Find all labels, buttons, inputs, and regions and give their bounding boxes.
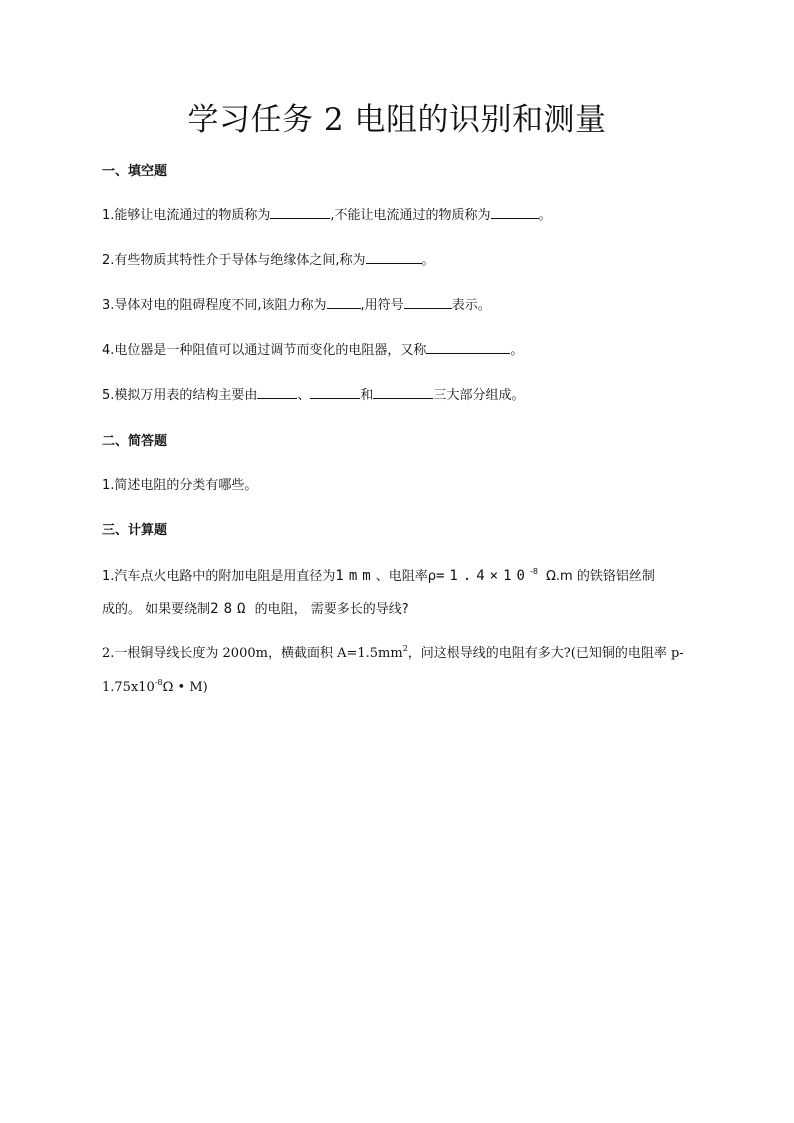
- unit: Ω.m: [545, 569, 573, 584]
- exponent: -8: [154, 678, 163, 687]
- answer-blank[interactable]: [270, 207, 330, 219]
- question-text: ,用符号: [360, 298, 404, 313]
- answer-blank[interactable]: [366, 252, 422, 264]
- question-text: ，问这根导线的电阻有多大?(已知铜的电阻率 p-: [407, 646, 684, 661]
- fill-question-2: [102, 249, 435, 268]
- answer-blank[interactable]: [327, 297, 361, 309]
- question-text: 1.能够让电流通过的物质称为: [102, 208, 271, 223]
- calc-question-2-line-2: [102, 680, 208, 695]
- question-text: 4.电位器是一种阻值可以通过调节而变化的电阻器，又称: [102, 343, 427, 358]
- question-text: 。: [510, 343, 524, 358]
- page-title: 学习任务 2 电阻的识别和测量: [187, 102, 607, 138]
- question-text: Ω • M): [162, 680, 208, 695]
- answer-blank[interactable]: [426, 342, 510, 354]
- question-text: 2.有些物质其特性介于导体与绝缘体之间,称为: [102, 253, 366, 268]
- calc-question-1-line-2: [102, 598, 409, 617]
- section-heading-short: 二、简答题: [102, 434, 168, 449]
- exponent: 2: [402, 644, 408, 653]
- fill-question-4: [102, 339, 523, 358]
- section-heading-calc: 三、计算题: [102, 523, 168, 538]
- short-question-1: 1.简述电阻的分类有哪些。: [102, 478, 258, 493]
- resistance-value: 28Ω: [210, 601, 251, 617]
- question-text: 1.75x10: [102, 680, 155, 695]
- question-text: 2.一根铜导线长度为 2000m，横截面积 A=1.5mm: [102, 646, 403, 661]
- exponent: -8: [529, 567, 538, 576]
- diameter-value: 1mm: [335, 568, 376, 584]
- question-text: 3.导体对电的阻碍程度不同,该阻力称为: [102, 298, 327, 313]
- question-text: 表示。: [451, 298, 491, 313]
- question-text: ,不能让电流通过的物质称为: [330, 208, 491, 223]
- fill-question-3: [102, 294, 491, 313]
- answer-blank[interactable]: [373, 387, 433, 399]
- question-text: 5.模拟万用表的结构主要由: [102, 388, 258, 403]
- answer-blank[interactable]: [310, 387, 360, 399]
- question-text: 和: [360, 388, 374, 403]
- question-text: 成的。 如果要绕制: [102, 602, 211, 617]
- resistivity-value: =1.4×10: [435, 568, 530, 584]
- question-text: 、电阻率ρ: [375, 569, 436, 584]
- section-heading-fill: 一、填空题: [102, 164, 168, 179]
- question-text: 。: [421, 253, 435, 268]
- fill-question-5: [102, 384, 524, 403]
- question-text: 的铁铬铝丝制: [572, 569, 655, 584]
- question-text: 1.汽车点火电路中的附加电阻是用直径为: [102, 569, 336, 584]
- question-text: 的电阻， 需要多长的导线?: [250, 602, 409, 617]
- calc-question-1-line-1: [102, 565, 655, 584]
- answer-blank[interactable]: [257, 387, 297, 399]
- answer-blank[interactable]: [491, 207, 539, 219]
- question-text: 、: [297, 388, 311, 403]
- calc-question-2-line-1: [102, 642, 684, 661]
- answer-blank[interactable]: [404, 297, 452, 309]
- question-text: 三大部分组成。: [433, 388, 525, 403]
- fill-question-1: [102, 204, 552, 223]
- question-text: 。: [538, 208, 552, 223]
